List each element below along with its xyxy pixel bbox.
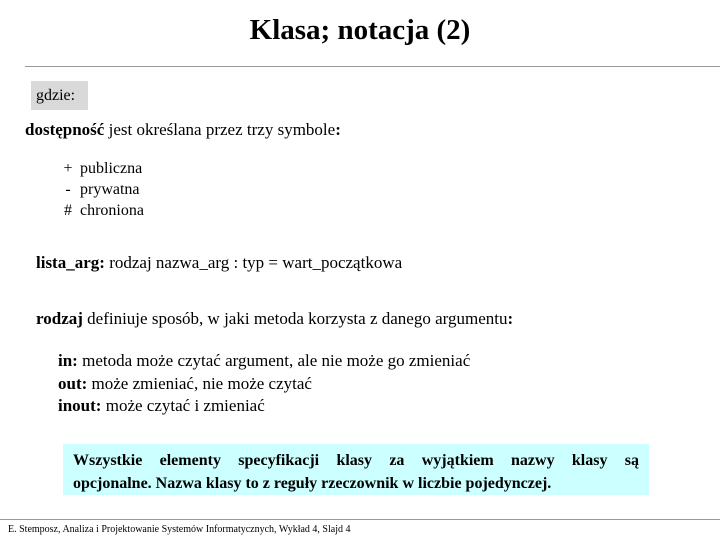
rodzaj-colon: : xyxy=(507,309,514,328)
symbol-row-public xyxy=(56,160,144,181)
symbol-label-public: publiczna xyxy=(80,160,143,177)
symbol-label-private: prywatna xyxy=(80,181,140,198)
footer-divider xyxy=(0,519,720,520)
access-symbols-list xyxy=(56,160,144,223)
gdzie-label: gdzie: xyxy=(31,81,88,110)
rodzaj-line xyxy=(36,309,513,329)
footer-text: E. Stemposz, Analiza i Projektowanie Systemów Informatycznych, Wykład 4, Slajd 4 xyxy=(8,524,351,535)
rodzaj-text: definiuje sposób, w jaki metoda korzysta z danego argumentu xyxy=(82,309,508,328)
note-line-2: opcjonalne. Nazwa klasy to z reguły rzeczownik w liczbie pojedynczej. xyxy=(73,475,552,492)
symbol-hash: # xyxy=(64,202,72,219)
mode-in-line xyxy=(58,351,470,371)
symbol-plus: + xyxy=(63,160,73,177)
lista-arg-text: rodzaj nazwa_arg : typ = wart_początkowa xyxy=(104,253,403,272)
note-line-1: Wszystkie elementy specyfikacji klasy za wyjątkiem nazwy klasy są xyxy=(73,452,639,469)
symbol-row-private xyxy=(56,181,144,202)
symbol-row-protected xyxy=(56,202,144,223)
mode-out-text: może zmieniać, nie może czytać xyxy=(87,374,312,393)
mode-out-term: out: xyxy=(58,374,88,393)
lista-arg-line xyxy=(36,253,402,273)
mode-out-line xyxy=(58,374,312,394)
mode-in-term: in: xyxy=(58,351,78,370)
mode-inout-line xyxy=(58,396,265,416)
dostepnosc-colon: : xyxy=(335,120,341,139)
dostepnosc-term: dostępność xyxy=(25,120,105,139)
slide-title: Klasa; notacja (2) xyxy=(249,14,471,46)
dostepnosc-text: jest określana przez trzy symbole xyxy=(104,120,336,139)
mode-inout-term: inout: xyxy=(58,396,102,415)
mode-in-text: metoda może czytać argument, ale nie może go zmieniać xyxy=(77,351,471,370)
title-divider xyxy=(25,66,720,67)
mode-inout-text: może czytać i zmieniać xyxy=(101,396,265,415)
rodzaj-term: rodzaj xyxy=(36,309,83,328)
lista-arg-term: lista_arg: xyxy=(36,253,105,272)
dostepnosc-line xyxy=(25,120,341,140)
symbol-label-protected: chroniona xyxy=(80,202,144,219)
note-box xyxy=(63,444,649,495)
symbol-minus: - xyxy=(65,181,71,198)
